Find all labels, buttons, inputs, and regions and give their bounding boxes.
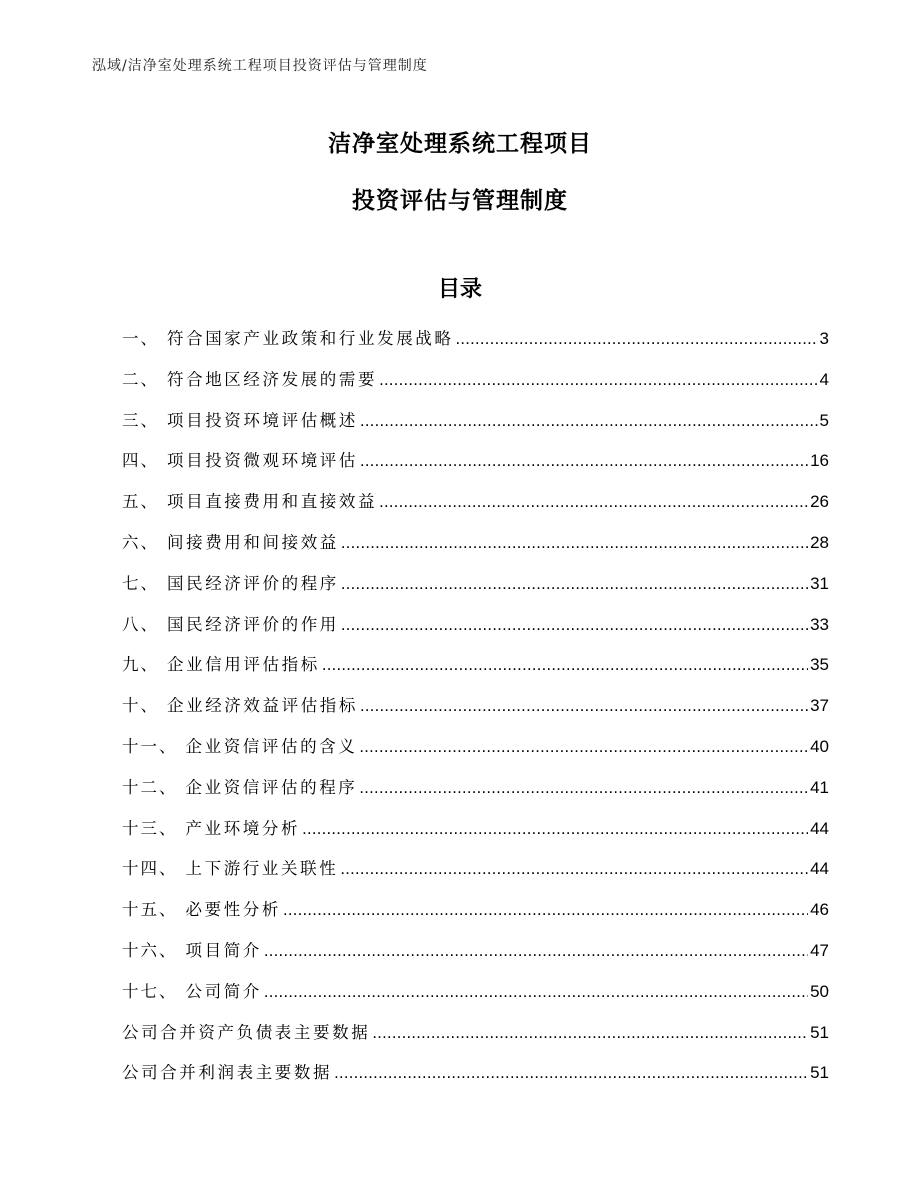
toc-dot-leader [302,819,808,839]
toc-entry-page: 35 [810,655,829,675]
toc-entry-label: 项目直接费用和直接效益 [167,492,378,512]
toc-entry-page: 5 [819,410,829,430]
toc-dot-leader [341,533,808,553]
toc-entry-label: 企业信用评估指标 [167,655,320,675]
toc-dot-leader [379,370,817,390]
toc-entry-page: 47 [810,940,829,960]
toc-entry-number: 二、 [122,369,159,389]
toc-entry[interactable] [122,407,829,448]
toc-entry-label: 企业资信评估的含义 [185,736,358,756]
toc-entry-label: 企业经济效益评估指标 [167,696,358,716]
toc-dot-leader [372,1023,808,1043]
toc-dot-leader [334,1063,808,1083]
toc-entry-label: 公司合并利润表主要数据 [122,1063,333,1083]
toc-entry-number: 六、 [122,532,159,552]
toc-entry[interactable] [122,1059,829,1100]
toc-dot-leader [360,696,808,716]
toc-entry-label: 国民经济评价的作用 [167,614,339,634]
toc-entry-number: 七、 [122,573,159,593]
toc-entry-label: 间接费用和间接效益 [167,532,339,552]
toc-entry-label: 项目投资微观环境评估 [167,451,358,471]
toc-entry-label: 上下游行业关联性 [185,859,339,879]
document-title-line-1: 洁净室处理系统工程项目 [328,131,592,157]
toc-entry-page: 46 [810,900,829,920]
toc-entry-page: 31 [810,573,829,593]
toc-entry-number: 十五、 [122,900,178,920]
toc-entry-page: 44 [810,818,829,838]
toc-entry-label: 项目投资环境评估概述 [167,410,358,430]
toc-entry[interactable] [122,978,829,1019]
toc-entry-number: 九、 [122,655,159,675]
toc-entry[interactable] [122,733,829,774]
toc-entry[interactable] [122,774,829,815]
toc-dot-leader [264,982,808,1002]
toc-entry[interactable] [122,815,829,856]
toc-dot-leader [359,778,808,798]
toc-entry-number: 一、 [122,329,159,348]
toc-entry-label: 符合地区经济发展的需要 [167,369,378,389]
toc-entry-label: 产业环境分析 [185,818,301,838]
toc-entry-label: 项目简介 [185,940,262,960]
toc-dot-leader [322,655,808,675]
toc-entry[interactable] [122,366,829,407]
table-of-contents [122,325,829,1100]
toc-entry[interactable] [122,896,829,937]
toc-entry-page: 28 [810,532,829,552]
toc-entry-page: 37 [810,696,829,716]
toc-dot-leader [456,329,818,349]
toc-entry-number: 三、 [122,410,159,430]
toc-dot-leader [360,451,808,471]
toc-entry-page: 3 [819,329,829,348]
toc-heading: 目录 [437,277,482,302]
toc-dot-leader [379,492,808,512]
toc-entry-number: 五、 [122,492,159,512]
toc-entry-number: 十一、 [122,736,178,756]
toc-entry[interactable] [122,855,829,896]
toc-entry-page: 40 [810,736,829,756]
toc-entry-number: 十二、 [122,777,178,797]
toc-entry-page: 4 [819,369,829,389]
running-header: 泓域/洁净室处理系统工程项目投资评估与管理制度 [92,58,428,74]
toc-entry-number: 十七、 [122,981,178,1001]
toc-entry-number: 八、 [122,614,159,634]
toc-entry-number: 十四、 [122,859,178,879]
toc-entry-number: 十、 [122,696,159,716]
toc-entry[interactable] [122,570,829,611]
toc-entry-page: 33 [810,614,829,634]
toc-entry[interactable] [122,447,829,488]
toc-entry-page: 26 [810,492,829,512]
toc-entry-number: 四、 [122,451,159,471]
toc-entry-page: 50 [810,981,829,1001]
toc-entry[interactable] [122,325,829,366]
toc-entry-label: 国民经济评价的程序 [167,573,339,593]
toc-entry-label: 必要性分析 [185,900,281,920]
toc-entry[interactable] [122,651,829,692]
toc-entry-label: 公司合并资产负债表主要数据 [122,1022,371,1042]
toc-entry-number: 十六、 [122,940,178,960]
toc-entry-page: 16 [810,451,829,471]
toc-entry-page: 51 [810,1063,829,1083]
toc-dot-leader [264,941,808,961]
toc-entry[interactable] [122,529,829,570]
toc-entry-label: 符合国家产业政策和行业发展战略 [167,329,454,348]
toc-entry[interactable] [122,611,829,652]
toc-entry[interactable] [122,488,829,529]
toc-entry-number: 十三、 [122,818,178,838]
toc-dot-leader [360,411,818,431]
toc-dot-leader [341,615,808,635]
toc-entry-page: 51 [810,1022,829,1042]
toc-dot-leader [340,859,808,879]
toc-entry[interactable] [122,1019,829,1060]
toc-entry-label: 公司简介 [185,981,262,1001]
toc-entry-label: 企业资信评估的程序 [185,777,358,797]
document-title-line-2: 投资评估与管理制度 [352,188,568,214]
toc-entry[interactable] [122,937,829,978]
toc-dot-leader [359,737,808,757]
toc-entry[interactable] [122,692,829,733]
toc-dot-leader [341,574,808,594]
toc-entry-page: 41 [810,777,829,797]
toc-entry-page: 44 [810,859,829,879]
toc-dot-leader [283,900,808,920]
